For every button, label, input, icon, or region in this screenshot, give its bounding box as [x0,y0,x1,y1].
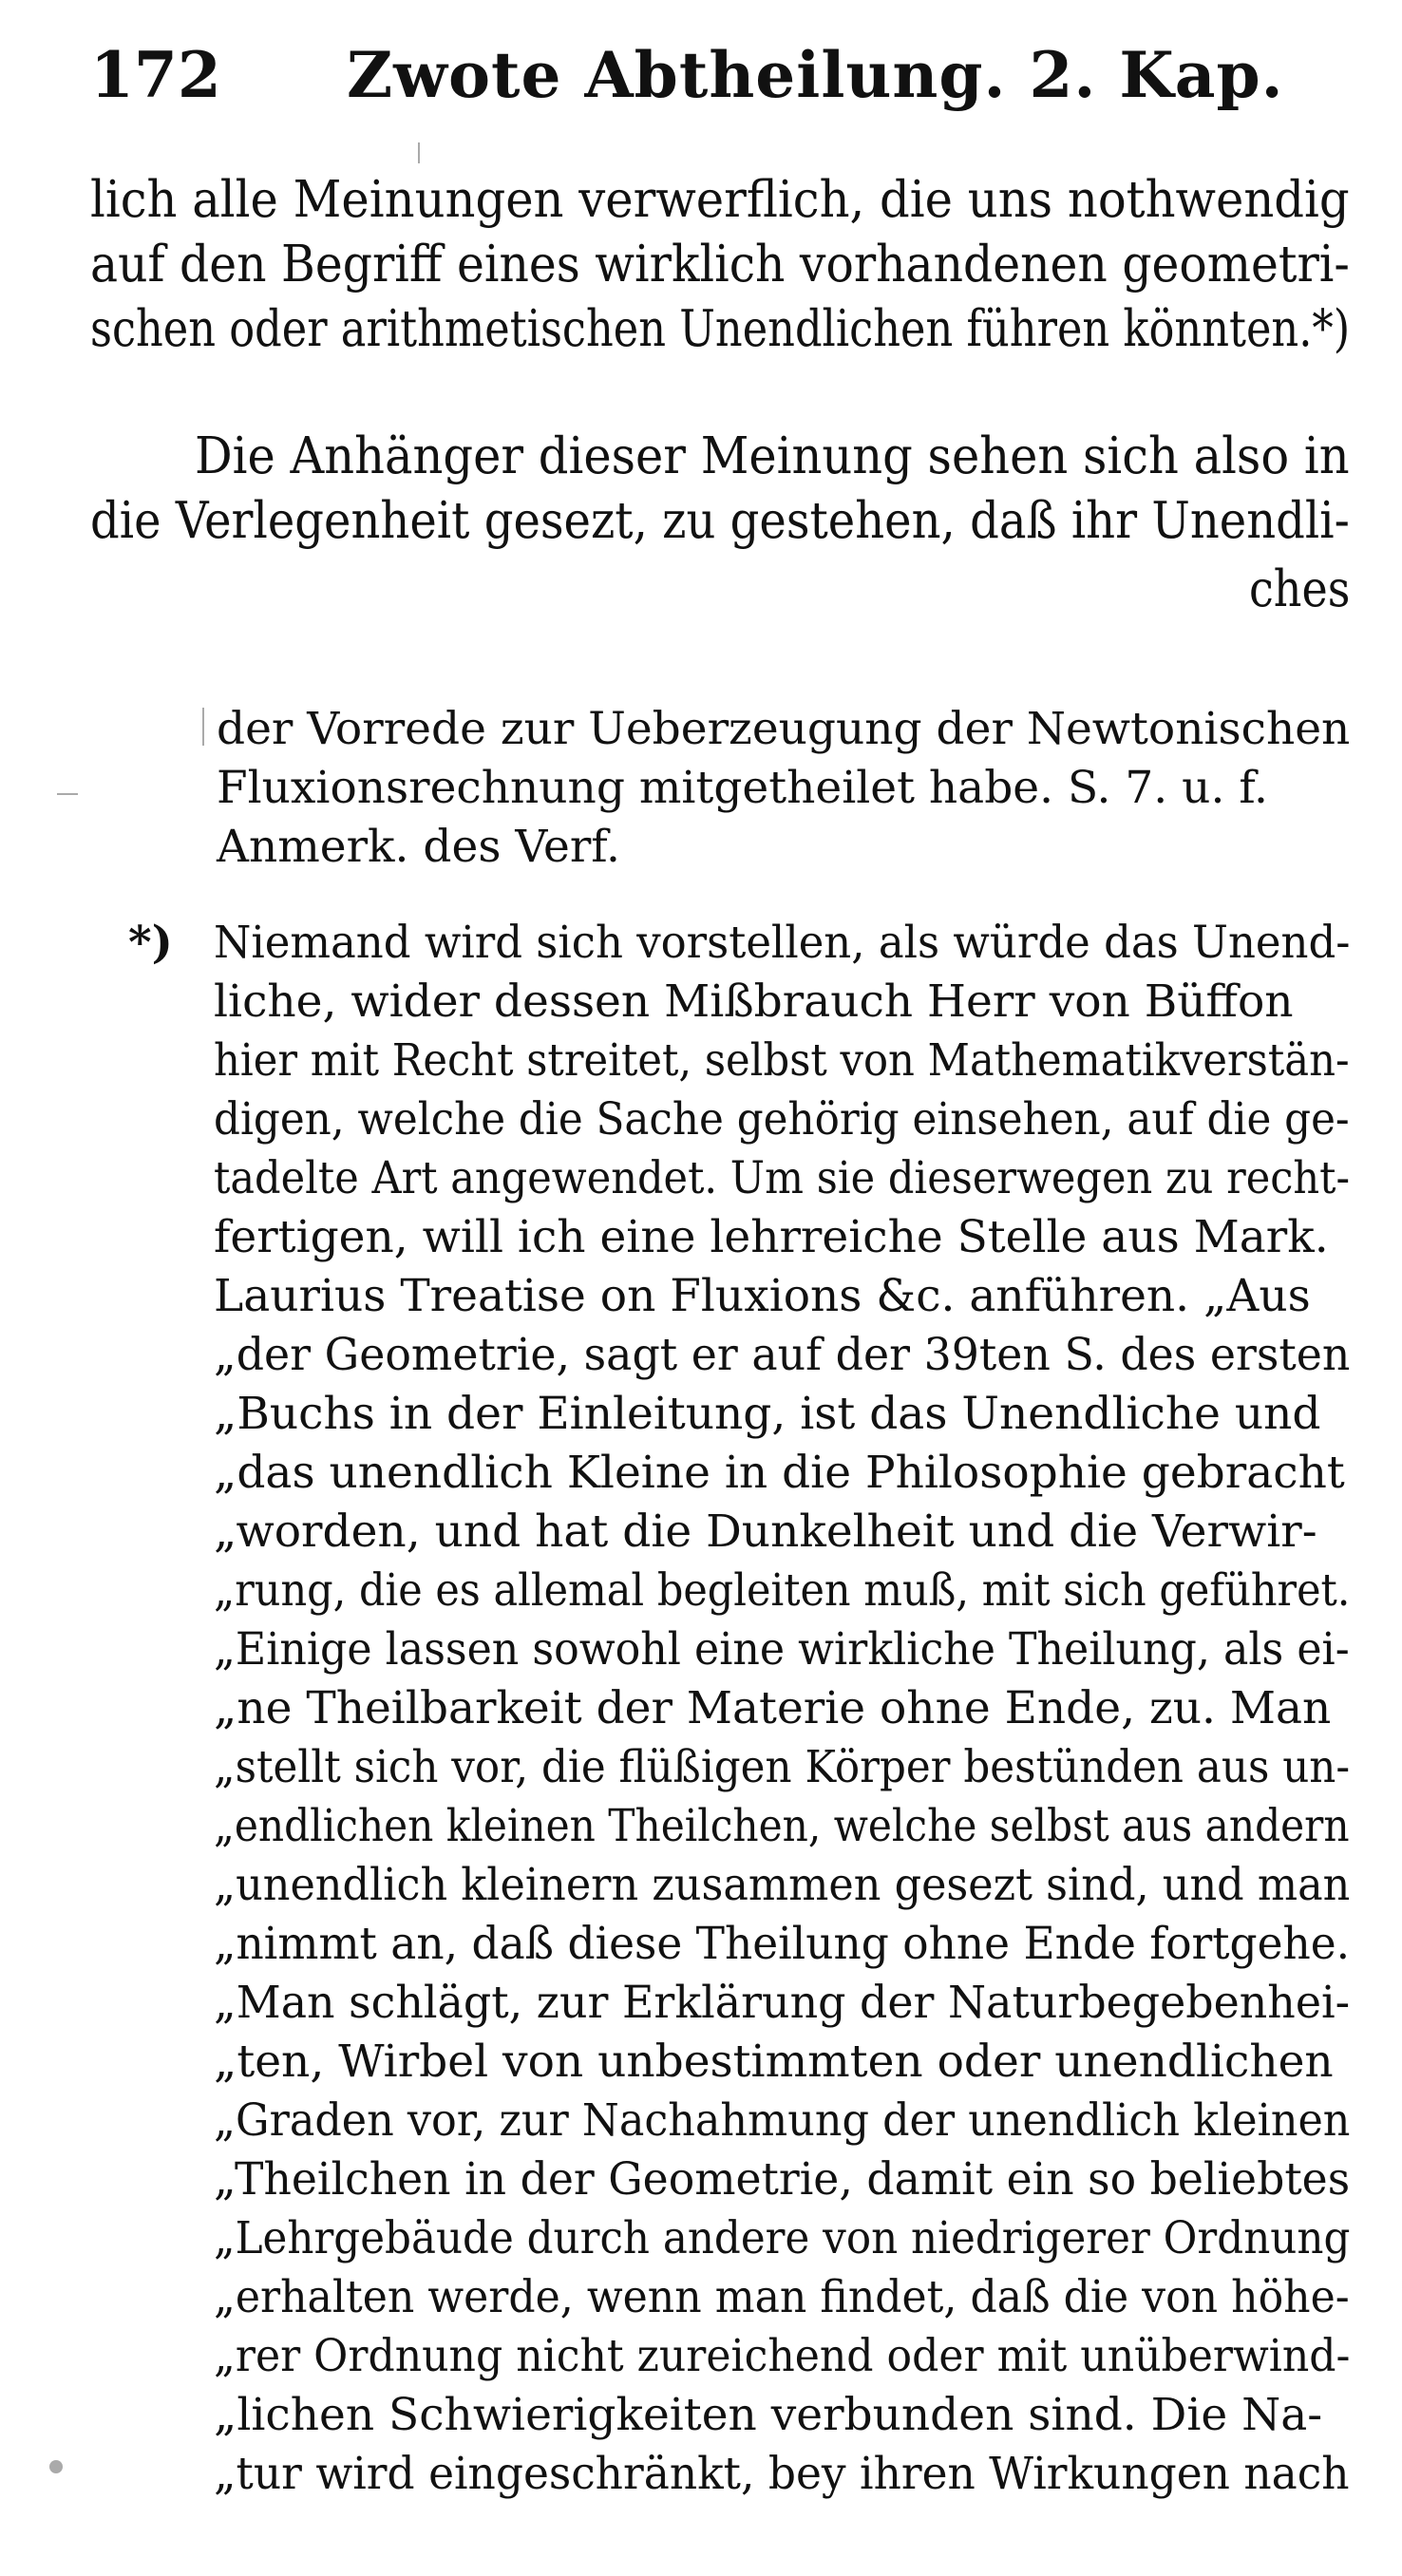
footnote-line: „ne Theilbarkeit der Materie ohne Ende, zu. Man [214,1682,1332,1734]
scan-speck [49,2460,63,2473]
paragraph-start-line: Die Anhänger dieser Meinung sehen sich also in [195,427,1350,485]
page-number: 172 [90,38,221,112]
footnote-continuation [217,703,1356,893]
footnote-line: „Buchs in der Einleitung, ist das Unendliche und [214,1388,1321,1440]
footnote-line: „tur wird eingeschränkt, bey ihren Wirkungen nach [214,2448,1350,2500]
footnote-line: „Graden vor, zur Nachahmung der unendlich kleinen [214,2094,1351,2147]
footnote-body [214,917,1354,2550]
footnote-line: Anmerk. des Verf. [217,821,620,873]
footnote-line: „rer Ordnung nicht zureichend oder mit unüberwind- [214,2330,1351,2382]
footnote-line: fertigen, will ich eine lehrreiche Stelle aus Mark. [214,1211,1329,1263]
footnote-line: „endlichen kleinen Theilchen, welche selbst aus andern [214,1800,1350,1852]
footnote-line: digen, welche die Sache gehörig einsehen, auf die ge- [214,1093,1350,1146]
main-text [90,171,1354,665]
footnote-line: „lichen Schwierigkeiten verbunden sind. Die Na- [214,2389,1323,2441]
footnote-line: „ten, Wirbel von unbestimmten oder unendlichen [214,2036,1334,2088]
scan-speck [57,793,78,795]
footnote-line: Laurius Treatise on Fluxions &c. anführen. „Aus [214,1270,1311,1322]
footnote-line: „Einige lassen sowohl eine wirkliche Theilung, als ei- [214,1623,1350,1676]
footnote-marker: *) [128,917,173,969]
footnote-line: „der Geometrie, sagt er auf der 39ten S. des ersten [214,1329,1351,1381]
footnote-line: Fluxionsrechnung mitgetheilet habe. S. 7. u. f. [217,762,1268,814]
page-header [90,28,1354,128]
footnote-line: „nimmt an, daß diese Theilung ohne Ende fortgehe. [214,1918,1351,1970]
footnote-line: „rung, die es allemal begleiten muß, mit sich geführet. [214,1564,1351,1617]
text-line: auf den Begriff eines wirklich vorhandenen geometri- [90,236,1350,294]
footnote-line: tadelte Art angewendet. Um sie dieserwegen zu recht- [214,1152,1351,1204]
footnote [128,917,1363,2550]
footnote-line: „das unendlich Kleine in die Philosophie gebracht [214,1447,1345,1499]
footnote-line: Niemand wird sich vorstellen, als würde das Unend- [214,917,1351,969]
running-title: Zwote Abtheilung. 2. Kap. [347,38,1284,112]
footnote-line: „Man schlägt, zur Erklärung der Naturbegebenhei- [214,1977,1351,2029]
footnote-line: „worden, und hat die Dunkelheit und die Verwir- [214,1506,1317,1558]
text-line: schen oder arithmetischen Unendlichen führen könnten.*) [90,300,1351,358]
text-line: die Verlegenheit gesezt, zu gestehen, daß ihr Unendli- [90,492,1350,550]
catchword: ches [1249,560,1351,618]
footnote-line: hier mit Recht streitet, selbst von Mathematikverstän- [214,1034,1350,1087]
footnote-line: „Theilchen in der Geometrie, damit ein so beliebtes [214,2153,1351,2206]
footnote-line: „Lehrgebäude durch andere von niedrigerer Ordnung [214,2212,1351,2264]
scan-speck [418,142,420,163]
footnote-line: der Vorrede zur Ueberzeugung der Newtonischen [217,703,1351,755]
footnote-line: „stellt sich vor, die flüßigen Körper bestünden aus un- [214,1741,1351,1793]
footnote-line: „unendlich kleinern zusammen gesezt sind, und man [214,1859,1351,1911]
scan-speck [202,708,204,746]
footnote-line: „erhalten werde, wenn man findet, daß die von höhe- [214,2271,1350,2323]
text-line: lich alle Meinungen verwerflich, die uns nothwendig [90,171,1350,229]
footnote-line: liche, wider dessen Mißbrauch Herr von Büffon [214,975,1294,1028]
